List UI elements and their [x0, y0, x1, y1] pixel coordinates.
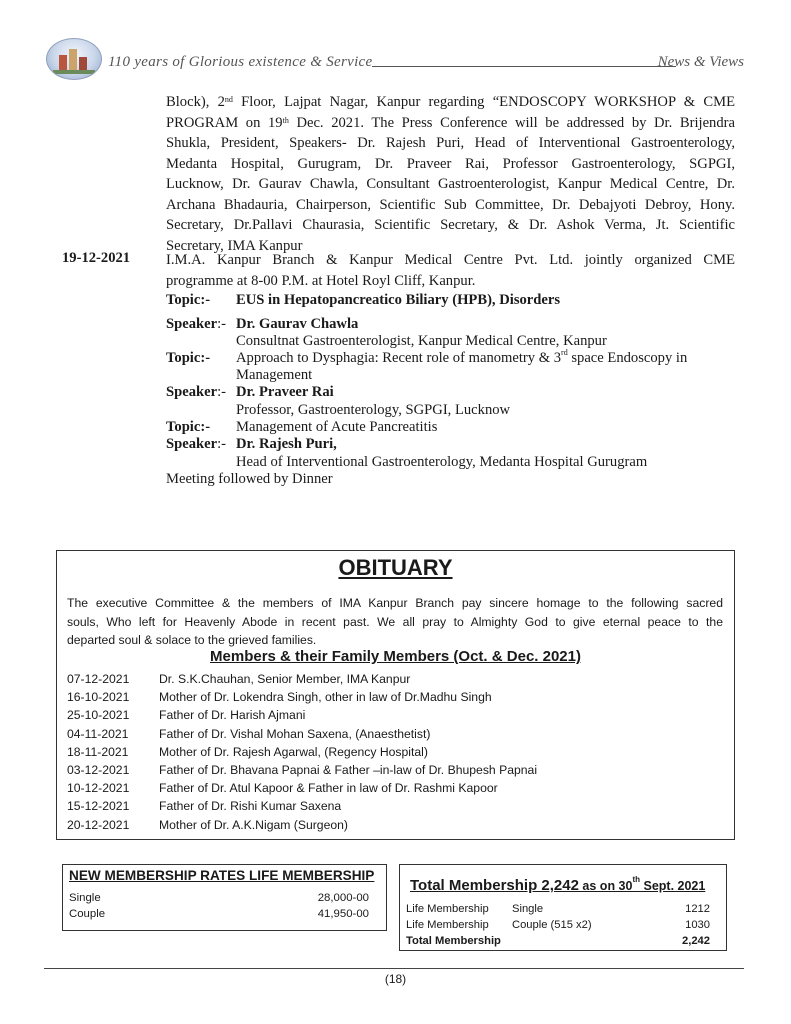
- obituary-text: Father of Dr. Atul Kapoor & Father in law of Dr. Rashmi Kapoor: [159, 781, 498, 796]
- membership-rates-box: NEW MEMBERSHIP RATES LIFE MEMBERSHIP Single 28,000-00 Couple 41,950-00: [62, 864, 387, 931]
- header-section-title: News & Views: [657, 54, 744, 70]
- obituary-date: 20-12-2021: [67, 817, 130, 832]
- event-line-2: programme at 8-00 P.M. at Hotel Royl Cliff, Kanpur.: [166, 272, 476, 289]
- paragraph-line: Block), 2nd Floor, Lajpat Nagar, Kanpur regarding “ENDOSCOPY WORKSHOP & CME: [166, 94, 735, 110]
- topic-1-title: EUS in Hepatopancreatico Biliary (HPB), Disorders: [236, 292, 561, 308]
- footer-rule: [44, 968, 744, 969]
- obituary-text: Father of Dr. Rishi Kumar Saxena: [159, 799, 342, 814]
- obituary-date: 16-10-2021: [67, 690, 130, 705]
- obituary-text: Father of Dr. Bhavana Papnai & Father –in-law of Dr. Bhupesh Papnai: [159, 762, 538, 777]
- speaker-1-name: Dr. Gaurav Chawla: [236, 316, 359, 332]
- page-header: [46, 38, 746, 82]
- obituary-text: Father of Dr. Vishal Mohan Saxena, (Anaesthetist): [159, 726, 431, 741]
- paragraph-line: Shukla, President, Speakers- Dr. Rajesh Puri, Head of Interventional Gastroenterology,: [166, 135, 735, 151]
- total-membership-box: Total Membership 2,242 as on 30th Sept. 2021 Life Membership Single 1212 Life Membership Couple (515 x2) 1030 Total Membership 2,242: [399, 864, 727, 951]
- event-description: [166, 250, 735, 291]
- obituary-date: 10-12-2021: [67, 781, 130, 796]
- paragraph-line: Secretary, Dr.Pallavi Chaurasia, Scientific Secretary, & Dr. Ashok Verma, Jt. Scientific: [166, 217, 735, 233]
- event-line-1: I.M.A. Kanpur Branch & Kanpur Medical Centre Pvt. Ltd. jointly organized CME: [166, 252, 735, 268]
- obituary-date: 18-11-2021: [67, 744, 129, 759]
- obituary-date: 07-12-2021: [67, 672, 130, 686]
- paragraph-line: PROGRAM on 19th Dec. 2021. The Press Conference will be addressed by Dr. Brijendra: [166, 114, 735, 131]
- header-tagline: 110 years of Glorious existence & Service: [108, 54, 373, 70]
- paragraph-line: Archana Bhadauria, Chairperson, Scientific Sub Committee, Dr. Debajyoti Debroy, Hony.: [166, 196, 735, 213]
- press-conference-paragraph: [166, 92, 735, 256]
- paragraph-line: Medanta Hospital, Gurugram, Dr. Praveer Rai, Professor Gastroenterology, SGPGI,: [166, 155, 735, 172]
- event-date: 19-12-2021: [62, 250, 131, 266]
- paragraph-line: Lucknow, Dr. Gaurav Chawla, Consultant Gastroenterologist, Kanpur Medical Centre, Dr.: [166, 176, 735, 192]
- obituary-title: OBITUARY: [338, 555, 453, 580]
- obituary-date: 25-10-2021: [67, 708, 130, 723]
- topic-3-title: Management of Acute Pancreatitis: [236, 419, 438, 435]
- obituary-text: Mother of Dr. Rajesh Agarwal, (Regency Hospital): [159, 744, 428, 759]
- event-closing: Meeting followed by Dinner: [166, 471, 333, 487]
- obituary-date: 03-12-2021: [67, 762, 130, 777]
- obituary-subtitle: Members & their Family Members (Oct. & Dec. 2021): [210, 648, 581, 665]
- obituary-text: Mother of Dr. A.K.Nigam (Surgeon): [159, 817, 348, 832]
- speaker-2-name: Dr. Praveer Rai: [236, 384, 334, 400]
- membership-rates-title: NEW MEMBERSHIP RATES LIFE MEMBERSHIP: [69, 868, 375, 883]
- page-number: (18): [384, 972, 407, 986]
- obituary-date: 04-11-2021: [67, 726, 129, 741]
- obituary-date: 15-12-2021: [67, 799, 130, 814]
- obituary-text: Mother of Dr. Lokendra Singh, other in law of Dr.Madhu Singh: [159, 690, 492, 705]
- total-membership-title: Total Membership 2,242 as on 30th Sept. 2021: [410, 875, 706, 894]
- obituary-intro-line: souls, Who left for Heavenly Abode in recent past. We all pray to Almighty God to give eternal peace to the: [67, 614, 723, 629]
- obituary-box: [56, 550, 735, 840]
- obituary-intro-line: departed soul & solace to the grieved families.: [67, 633, 317, 647]
- topic-2-title: Approach to Dysphagia: Recent role of manometry & 3rd space Endoscopy in: [236, 348, 688, 366]
- building-logo-icon: [46, 38, 102, 80]
- speaker-3-name: Dr. Rajesh Puri,: [236, 436, 337, 452]
- obituary-intro-line: The executive Committee & the members of IMA Kanpur Branch pay sincere homage to the following sacred: [67, 596, 723, 610]
- header-rule: [372, 66, 676, 67]
- obituary-text: Father of Dr. Harish Ajmani: [159, 708, 306, 723]
- paragraph-line: Secretary, IMA Kanpur: [166, 237, 303, 254]
- obituary-intro: [67, 594, 723, 650]
- obituary-text: Dr. S.K.Chauhan, Senior Member, IMA Kanpur: [159, 672, 411, 686]
